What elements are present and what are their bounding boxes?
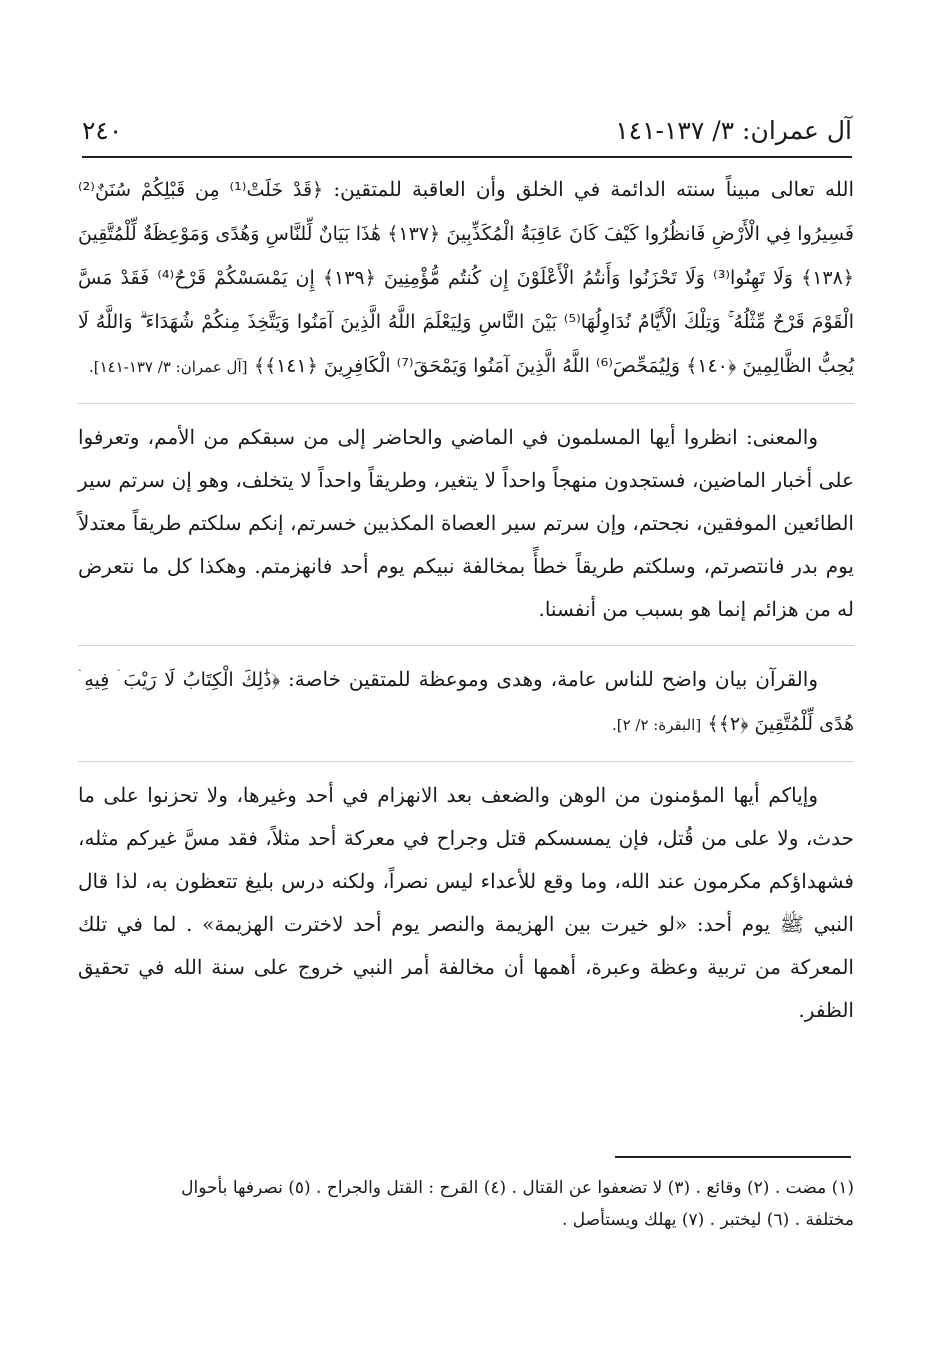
section-separator xyxy=(78,761,854,768)
footnotes xyxy=(78,1172,854,1236)
page-header xyxy=(82,112,852,152)
footnote-line: مختلفة . (٦) ليختبر . (٧) يهلك ويستأصل . xyxy=(562,1210,854,1230)
verses-paragraph xyxy=(78,168,854,389)
page-body xyxy=(78,168,854,1032)
footnote-line: (١) مضت . (٢) وقائع . (٣) لا تضعفوا عن القتال . (٤) القرح : القتل والجراح . (٥) نصرفها بأحوال xyxy=(181,1178,854,1198)
quran-paragraph xyxy=(78,658,854,747)
verses-reference: [آل عمران: ٣/ ١٣٧-١٤١]. xyxy=(88,358,248,376)
quran-verses: ﴿قَدْ خَلَتْ⁽¹⁾ مِن قَبْلِكُمْ سُنَنٌ⁽²⁾ فَسِيرُوا فِي الْأَرْضِ فَانظُرُوا كَيْفَ كَانَ عَاقِبَةُ الْمُكَذِّبِينَ ﴿١٣٧﴾ هَٰذَا بَيَانٌ لِّلنَّاسِ وَهُدًى وَمَوْعِظَةٌ لِّلْمُتَّقِينَ ﴿١٣٨﴾ وَلَا تَهِنُوا⁽³⁾ وَلَا تَحْزَنُوا وَأَنتُمُ الْأَعْلَوْنَ إِن كُنتُم مُّؤْمِنِينَ ﴿١٣٩﴾ إِن يَمْسَسْكُمْ قَرْحٌ⁽⁴⁾ فَقَدْ مَسَّ الْقَوْمَ قَرْحٌ مِّثْلُهُ ۚ وَتِلْكَ الْأَيَّامُ نُدَاوِلُهَا⁽⁵⁾ بَيْنَ النَّاسِ وَلِيَعْلَمَ اللَّهُ الَّذِينَ آمَنُوا وَيَتَّخِذَ مِنكُمْ شُهَدَاءَ ۗ وَاللَّهُ لَا يُحِبُّ الظَّالِمِينَ ﴿١٤٠﴾ وَلِيُمَحِّصَ⁽⁶⁾ اللَّهُ الَّذِينَ آمَنُوا وَيَمْحَقَ⁽⁷⁾ الْكَافِرِينَ ﴿١٤١﴾﴾ xyxy=(78,179,854,377)
baqarah-reference: [البقرة: ٢/ ٢]. xyxy=(611,716,702,734)
quran-verse-baqarah: ﴿ذَٰلِكَ الْكِتَابُ لَا رَيْبَ ۛ فِيهِ ۛ هُدًى لِّلْمُتَّقِينَ ﴿٢﴾﴾ xyxy=(78,669,854,735)
header-divider xyxy=(82,156,852,158)
intro-text: الله تعالى مبيناً سنته الدائمة في الخلق وأن العاقبة للمتقين: xyxy=(333,177,855,201)
page-number: ٢٤٠ xyxy=(82,116,123,145)
quran-paragraph-text: والقرآن بيان واضح للناس عامة، وهدى وموعظة للمتقين خاصة: xyxy=(288,667,818,691)
meaning-paragraph: والمعنى: انظروا أيها المسلمون في الماضي والحاضر إلى من سبقكم من الأمم، وتعرفوا على أخبار الماضين، فستجدون منهجاً واحداً لا يتغير، وطريقاً واحداً لا يتخلف، وهو إن سرتم سير الطائعين الموفقين، نجحتم، وإن سرتم سير العصاة المكذبين خسرتم، إنكم سلكتم طريقاً معتدلاً يوم بدر فانتصرتم، وسلكتم طريقاً خطأً بمخالفة نبيكم يوم أحد فانهزمتم. وهكذا كل ما نتعرض له من هزائم إنما هو بسبب من أنفسنا. xyxy=(78,425,854,621)
warning-paragraph: وإياكم أيها المؤمنون من الوهن والضعف بعد الانهزام في أحد وغيرها، ولا تحزنوا على ما حدث، ولا على من قُتل، فإن يمسسكم قتل وجراح في معركة أحد مثلاً، فقد مسَّ غيركم مثله، فشهداؤكم مكرمون عند الله، وما وقع للأعداء ليس نصراً، ولكنه درس بليغ تتعظون به، لذا قال النبي ﷺ يوم أحد: «لو خيرت بين الهزيمة والنصر يوم أحد لاخترت الهزيمة» . لما في تلك المعركة من تربية وعظة وعبرة، أهمها أن مخالفة أمر النبي خروج على سنة الله في تحقيق الظفر. xyxy=(78,783,854,1022)
footnote-divider xyxy=(615,1156,851,1158)
running-title: آل عمران: ٣/ ١٣٧-١٤١ xyxy=(615,116,852,145)
section-separator xyxy=(78,645,854,652)
section-separator xyxy=(78,403,854,410)
